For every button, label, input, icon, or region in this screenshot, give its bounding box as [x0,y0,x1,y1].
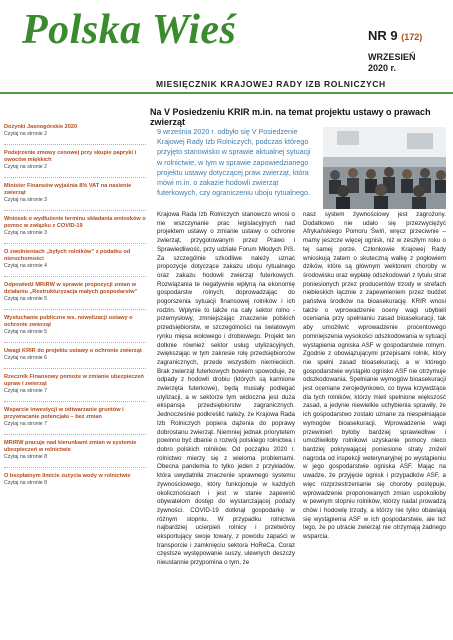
divider [4,342,146,343]
sidebar-item-page: Czytaj na stronie 5 [4,296,47,302]
issue-label: NR 9 [368,28,398,43]
contents-sidebar [4,124,146,492]
divider [4,210,146,211]
newspaper-logo: Polska Wieś [22,7,237,53]
sidebar-item-title: Wniosek o wydłużenie terminu składania wniosków o pomoc w związku z COVID-19 [4,216,146,229]
sidebar-item[interactable] [4,249,146,277]
sidebar-item[interactable] [4,124,146,145]
sidebar-item[interactable] [4,374,146,402]
meeting-photo-image [323,127,446,209]
sidebar-item-page: Czytaj na stronie 7 [4,421,47,427]
sidebar-item-title: Dożynki Jasnogórskie 2020 [4,124,78,130]
sidebar-item-title: Uwagi KRIR do projektu ustawy o ochronie zwierząt [4,348,142,354]
masthead-divider [0,92,453,94]
divider [4,401,146,402]
sidebar-item-page: Czytaj na stronie 3 [4,197,47,203]
divider [4,243,146,244]
issue-year: 2020 r. [368,63,397,73]
divider [4,368,146,369]
article-lead: 9 września 2020 r. odbyło się V Posiedzenie Krajowej Rady Izb Rolniczych, podczas którego przyjęto stanowisko w sprawie aktualnej sytuacji w rolnictwie, w tym w sprawie zapowiedzianego projektu ustawy dotyczącej praw zwierząt, która mówi m.in. o zakazie hodowli zwierząt futerkowych, czy ograniczeniu uboju rytualnego. [157,127,311,198]
sidebar-item-title: O bezpłatnym limicie zużycia wody w rolnictwie [4,473,131,479]
sidebar-item[interactable] [4,282,146,310]
sidebar-item[interactable] [4,150,146,178]
sidebar-item-page: Czytaj na stronie 2 [4,131,47,137]
article-body-column-1: Krajowa Rada Izb Rolniczych stanowczo wnosi o nie wszczynanie prac legislacyjnych nad projektem ustawy o zmianie ustawy o ochronie zwierząt, przygotowanym przez Prawo i Sprawiedliwość, przy udziale Forum Młodych PiS. Za szczególnie szkodliwe należy uznać propozycje dotyczące zakazu uboju rytualnego oraz zakazu hodowli zwierząt futerkowych. Rozwiązania te negatywnie wpłyną na ekonomię gospodarstw rolnych, doprowadzając do pogorszenia sytuacji finansowej rolników i ich rodzin. Wpłynie to także na cały sektor rolno - przemysłowy, zmniejszając znaczenie polskich przedsiębiorstw, w szczególności na światowym rynku mięsa wołowego i drobiowego. Projekt ten dotknie również sektor usług utylizacyjnych, zwiększając w tym zakresie rolę przedsiębiorców zagranicznych, przede wszystkim niemieckich. Brak zwierząt futerkowych bowiem spowoduje, że odpady z hodowli drobiu (których są karmione zwierzęta futerkowe), będą musiały podlegać utylizacji, a w sektorze tym widoczna jest duża ekspansja przedsiębiorstw zagranicznych. Jednocześnie podkreślić należy, że Krajowa Rada Izb Rolniczych popiera dążenia do poprawy dobrostanu zwierząt. Niemniej jednak priorytetem powinno być dbanie o rozwój polskiego rolnictwa i dobro polskich rolników. Od początku 2020 r. rolnictwo mierzy się z wieloma problemami. Obecna pandemia to tylko jeden z przykładów, która uwydatniła znaczenie sprawnego systemu żywnościowego, który funkcjonuje w każdych okolicznościach i jest w stanie zapewnić obywatelom dostęp do wystarczającej podaży żywności. COVID-19 dotknął gospodarkę w różnym stopniu. W przypadku rolnictwa najbardziej ucierpieli rolnicy i przetwórcy eksportujący swoje towary, z powodu zapaści w transporcie i zamknięciu sektora HoReCa. Coraz częstsze występowanie suszy, ulewnych deszczy nieustannie przypomina o tym, że [157,211,295,567]
issue-month: WRZESIEŃ [368,52,416,62]
article-body-column-2: nasz system żywnościowy jest zagrożony. Dodatkowo nie udało się przezwyciężyć Afrykańskiego Pomoru Świń, wręcz przeciwnie – mamy jeszcze więcej ognisk, niż w zeszłym roku o tej samej porze. Członkowie Krajowej Rady wnioskują zatem o skuteczną walkę z pogłowiem dzików, które są głównym wektorem choroby w środowisku oraz wypłatę odszkodowań z tytułu strat poniesionych przez producentów trzody w strefach niebieskich łącznie z zapewnieniem przez budżet państwa środków na bioasekurację. KRIR wnosi także o wprowadzenie oceny wagi ubybieli oceniania przy spełnianiu zasad bioasekuracji, tak aby umożliwić wprowadzenie procentowego pomniejszenia wysokości odszkodowania w sytuacji wystąpienia ogniska ASF w gospodarstwie rolnym. Zgodnie z obowiązującymi przepisami rolnik, który nie spełni zasad bioasekuracji, a w którego gospodarstwie wystąpiło ognisko ASF nie otrzymuje odszkodowania. Spełnianie wymogów bioasekuracji jest oceniane zerojedynkowo, co bywa krzywdzące dla tych rolników, którzy mieli spełnione większość zasad, a jedynie niewielkie uchybienia sprawiły, że ich gospodarstwo zostało uznane za niespełniające wymogów bioasekuracji. Wprowadzenie wagi przewinień byłoby bardziej sprawiedliwe i umożliwiłoby rolnikowi uzyskanie pomocy nieco bardziej pokrywającej poniesione straty zniżeli nagroda od inspekcji weterynaryjnej po wystąpieniu w jego gospodarstwie ogniska ASF. Mając na uwadze, że przyjęcie ognisk i przypadków ASF, a więc rozprzestrzenianie się choroby postępuje, wprowadzenie proponowanych zmian uspokoiłoby w pewnym stopniu rolników, którzy nadal prowadzą chów i hodowlę trzody, a którzy nie tylko obawiają się wystąpienia ASF w ich gospodarstwie, ale też tego, że po utracie zwierząt nie otrzymają żadnego wsparcia. [303,211,446,541]
sidebar-item[interactable] [4,216,146,244]
divider [4,276,146,277]
sidebar-item[interactable] [4,440,146,468]
sidebar-item-title: O zwolnieniach „byłych rolników” z podatku od nieruchomości [4,249,131,262]
masthead [0,0,453,92]
divider [4,309,146,310]
sidebar-item-page: Czytaj na stronie 7 [4,388,47,394]
sidebar-item[interactable] [4,348,146,369]
divider [4,177,146,178]
meeting-photo [323,127,446,209]
sidebar-item[interactable] [4,183,146,211]
issue-number [368,28,422,43]
sidebar-item[interactable] [4,315,146,343]
divider [4,144,146,145]
sidebar-item-title: Minister Finansów wyjaśnia 8% VAT na nasienie zwierząt [4,183,132,196]
sidebar-item-page: Czytaj na stronie 8 [4,454,47,460]
sidebar-item-page: Czytaj na stronie 5 [4,329,47,335]
sidebar-item-title: Wsparcie inwestycji w odtwarzanie gruntów i przywracanie potencjału – bez zmian [4,407,124,420]
divider [4,434,146,435]
sidebar-item-page: Czytaj na stronie 8 [4,480,47,486]
masthead-subtitle: MIESIĘCZNIK KRAJOWEJ RADY IZB ROLNICZYCH [156,79,386,89]
issue-count: (172) [401,32,423,42]
sidebar-item-title: Odpowiedź MRiRW w sprawie propozycji zmian w działaniu „Restrukturyzacja małych gospodarstw” [4,282,138,295]
sidebar-item[interactable] [4,407,146,435]
sidebar-item-page: Czytaj na stronie 6 [4,355,47,361]
sidebar-item-page: Czytaj na stronie 2 [4,164,47,170]
sidebar-item-title: Rzecznik Finansowy pomoże w zmianie ubezpieczeń upraw i zwierząt [4,374,144,387]
sidebar-item[interactable] [4,473,146,487]
sidebar-item-page: Czytaj na stronie 3 [4,230,47,236]
sidebar-item-page: Czytaj na stronie 4 [4,263,47,269]
article-headline: Na V Posiedzeniu KRIR m.in. na temat projektu ustawy o prawach zwierząt [150,107,431,127]
sidebar-item-title: Podejrzenie zmowy cenowej przy skupie papryki i owoców miękkich [4,150,137,163]
divider [4,467,146,468]
sidebar-item-title: MRiRW pracuje nad kierunkami zmian w systemie ubezpieczeń w rolnictwie [4,440,137,453]
sidebar-item-title: Wysłuchanie publiczne ws. nowelizacji ustawy o ochronie zwierząt [4,315,133,328]
